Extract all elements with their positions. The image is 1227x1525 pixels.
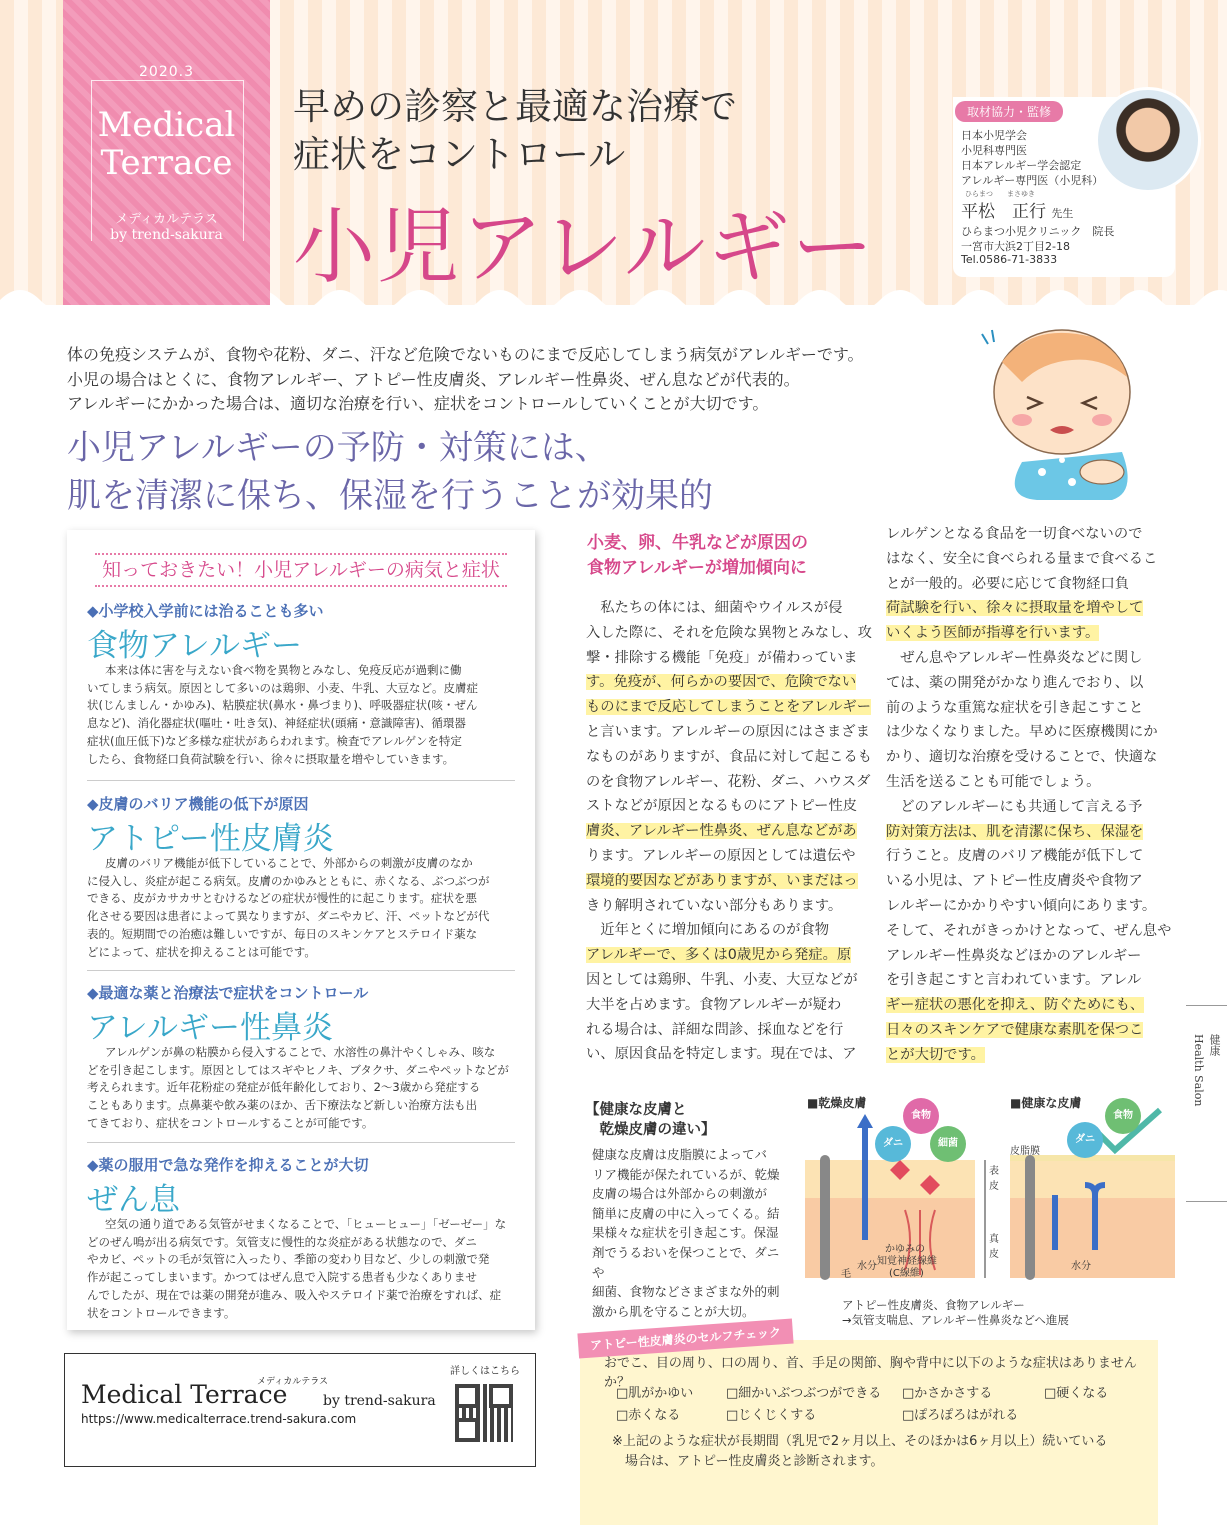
logo-by: by trend-sakura [110, 227, 223, 243]
label-dermis: 真皮 [989, 1234, 999, 1260]
doctor-name [961, 197, 1073, 222]
text-line: なものがありますが、食品に対して起こるも [586, 748, 872, 765]
body-line: 表的。短期間での治癒は難しいですが、毎日のスキンケアとステロイド薬な [87, 926, 478, 941]
text-line: 健康な皮膚は皮脂膜によってバ [592, 1147, 768, 1162]
intro-line: 体の免疫システムが、食物や花粉、ダニ、汗など危険でないものにまで反応してしまう病気がアレルギーです。 [67, 345, 864, 364]
body-line: てきており、症状をコントロールすることが可能です。 [87, 1115, 374, 1130]
side-tab-jp: 健康 [1208, 1034, 1221, 1056]
bubble-germ: 細菌 [930, 1126, 966, 1162]
text-line: 膚炎、アレルギー性鼻炎、ぜん息などがあ [586, 823, 857, 840]
text-line: レルギーにかかりやすい傾向にあります。 [886, 897, 1157, 914]
disease-box-title: 知っておきたい！小児アレルギーの病気と症状 [95, 553, 507, 587]
text-line: ストなどが原因となるものにアトピー性皮 [586, 798, 858, 815]
body-line: 化させる要因は患者によって異なりますが、ダニやカビ、汗、ペットなどが代 [87, 909, 490, 924]
doctor-name-text: 平松 正行 [961, 202, 1046, 222]
label-healthy-skin: ■健康な皮膚 [1010, 1096, 1082, 1110]
clinic-name: ひらまつ小児クリニック 院長 [961, 225, 1115, 238]
text-line: ては、薬の開発がかなり進んでおり、以 [886, 674, 1144, 691]
section-caption: ◆薬の服用で急な発作を抑えることが大切 [87, 1156, 369, 1174]
text-line: い、原因食品を特定します。現在では、ア [586, 1046, 857, 1063]
body-line: いてしまう病気。原因として多いのは鶏卵、小麦、牛乳、大豆など。皮膚症 [87, 680, 478, 695]
website-banner[interactable] [64, 1353, 536, 1467]
text-line: アレルギー性鼻炎などほかのアレルギー [886, 947, 1142, 964]
section-body [87, 1044, 515, 1133]
section-caption: ◆小学校入学前には治ることも多い [87, 602, 324, 620]
text-line: 近年とくに増加傾向にあるのが食物 [586, 922, 830, 939]
check-item: □じくじくする [726, 1408, 817, 1423]
article-column-1 [586, 596, 872, 1067]
issue-date: 2020.3 [139, 64, 194, 80]
text-line: 行うこと。皮膚のバリア機能が低下して [886, 848, 1144, 865]
headline-line2: 肌を清潔に保ち、保湿を行うことが効果的 [67, 476, 713, 516]
body-line: アレルゲンが鼻の粘膜から侵入することで、水溶性の鼻汁やくしゃみ、咳な [105, 1045, 496, 1059]
skin-heading-line2: 乾燥皮膚の違い】 [585, 1122, 716, 1138]
credential: 小児科専門医 [961, 144, 1027, 157]
text-line: 激から肌を守ることが大切。 [592, 1303, 755, 1319]
skin-description [592, 1145, 788, 1321]
body-line: どを引き起こします。原因としてはスギやヒノキ、ブタクサ、ダニやペットなどが [87, 1062, 509, 1077]
child-illustration [962, 322, 1162, 502]
body-line: やカビ、ペットの毛が気管に入ったり、季節の変わり目など、少しの刺激で発 [87, 1252, 490, 1267]
body-line: 空気の通り道である気管がせまくなることで、「ヒューヒュー」「ゼーゼー」な [105, 1217, 507, 1231]
text-line: かり、適切な治療を受けることで、快適な [886, 749, 1158, 766]
text-line: ものにまで反応してしまうことをアレルギー [586, 699, 872, 716]
text-line: 因としては鶏卵、牛乳、小麦、大豆などが [586, 971, 858, 988]
check-item: □かさかさする [902, 1386, 993, 1401]
body-line: したら、食物経口負荷試験を行い、徐々に摂取量を増やしていきます。 [87, 751, 455, 766]
skin-heading-line1: 【健康な皮膚と [585, 1102, 687, 1118]
label-hair: 毛 [841, 1269, 851, 1280]
text-line: 皮膚の場合は外部からの刺激が [592, 1186, 768, 1202]
body-line: 症状(血圧低下)など多様な症状があらわれます。検査でアレルゲンを特定 [87, 733, 462, 748]
credential: アレルギー専門医（小児科） [961, 174, 1104, 187]
text-line: 大半を占めます。食物アレルギーが疑わ [586, 996, 842, 1013]
text-line: 簡単に皮膚の中に入ってくる。結 [592, 1205, 780, 1221]
banner-kana: メディカルテラス [257, 1377, 329, 1387]
supervisor-badge: 取材協力・監修 [955, 101, 1063, 122]
credential: 日本小児学会 [961, 129, 1027, 142]
section-side-tab [1186, 1005, 1227, 1202]
text-line: 果様々な症状を引き起こす。保湿 [592, 1225, 779, 1241]
label-nerve-1: かゆみの [885, 1244, 925, 1255]
text-line: レルゲンとなる食品を一切食べないので [886, 526, 1143, 542]
section-body [87, 1216, 515, 1322]
body-line: 作が起こってしまいます。かつてはぜん息で入院する患者も少なくありませ [87, 1270, 477, 1285]
section-title-asthma: ぜん息 [87, 1182, 180, 1218]
check-note-2: 場合は、アトピー性皮膚炎と診断されます。 [612, 1454, 884, 1469]
text-line: とが大切です。 [886, 1046, 985, 1063]
text-line: 生活を送ることも可能でしょう。 [886, 773, 1101, 790]
text-line: どのアレルギーにも共通して言える予 [886, 798, 1143, 815]
bubble-mite-healthy: ダニ [1067, 1122, 1103, 1158]
intro-line: アレルギーにかかった場合は、適切な治療を行い、症状をコントロールしていくことが大切です。 [67, 394, 769, 413]
bubble-food-healthy: 食物 [1105, 1098, 1141, 1134]
text-line: リア機能が保たれているが、乾燥 [592, 1166, 780, 1182]
body-line: んでしたが、現在では薬の開発が進み、吸入やステロイド薬で治療をすれば、症 [87, 1287, 502, 1302]
divider [87, 1142, 515, 1143]
body-line: こともあります。点鼻薬や飲み薬のほか、舌下療法など新しい治療方法も出 [87, 1098, 478, 1113]
text-line: 入した際に、それを危険な異物とみなし、攻 [586, 624, 872, 641]
section-title-atopy: アトピー性皮膚炎 [87, 821, 334, 857]
check-item: □硬くなる [1044, 1386, 1109, 1401]
label-epidermis: 表皮 [989, 1166, 999, 1192]
label-dry-skin: ■乾燥皮膚 [807, 1096, 867, 1110]
text-line: はなく、安全に食べられる量まで食べるこ [886, 550, 1158, 567]
banner-by: by trend-sakura [323, 1393, 436, 1409]
label-water-healthy: 水分 [1071, 1261, 1091, 1272]
intro-line: 小児の場合はとくに、食物アレルギー、アトピー性皮膚炎、アレルギー性鼻炎、ぜん息などが代表的。 [67, 370, 800, 389]
text-line: いくよう医師が指導を行います。 [886, 625, 1100, 642]
qr-corner [455, 1418, 479, 1442]
body-line: どによって、症状を抑えることは可能です。 [87, 944, 316, 959]
logo-kana: メディカルテラス [115, 212, 218, 227]
text-line: 剤でうるおいを保つことで、ダニや [592, 1244, 780, 1280]
headline-line1: 小児アレルギーの予防・対策には、 [67, 428, 609, 468]
text-line: ギー症状の悪化を抑え、防ぐためにも、 [886, 997, 1145, 1014]
text-line: は少なくなりました。早めに医療機関にか [886, 724, 1158, 741]
logo-line1: Medical [97, 105, 236, 145]
body-line: 本来は体に害を与えない食べ物を異物とみなし、免疫反応が過剰に働 [105, 663, 462, 677]
text-line: す。免疫が、何らかの要因で、危険でない [586, 674, 857, 691]
article-column-2 [886, 522, 1171, 1068]
check-item: □赤くなる [616, 1408, 681, 1423]
text-line: を引き起こすと言われています。アレル [886, 972, 1142, 989]
text-line: と言います。アレルギーの原因にはさまざま [586, 723, 870, 740]
side-tab-en: Health Salon [1192, 1034, 1205, 1107]
banner-title: Medical Terrace [81, 1380, 288, 1409]
qr-corner [455, 1384, 479, 1408]
body-line: 状をコントロールできます。 [87, 1305, 236, 1320]
clinic-address: 一宮市大浜2丁目2-18 [961, 240, 1070, 253]
label-sebum: 皮脂膜 [1010, 1146, 1040, 1157]
self-check-tag: アトピー性皮膚炎のセルフチェック [577, 1319, 793, 1359]
text-line: 前のような重篤な症状を引き起こすこと [886, 699, 1144, 716]
subtitle-line2: 症状をコントロール [293, 133, 626, 176]
section-caption: ◆最適な薬と治療法で症状をコントロール [87, 984, 369, 1002]
banner-more: 詳しくはこちら [450, 1366, 520, 1377]
body-line: 皮膚のバリア機能が低下していることで、外部からの刺激が皮膚のなか [105, 856, 473, 870]
banner-url[interactable]: https://www.medicalterrace.trend-sakura.com [81, 1412, 357, 1426]
name-ruby: ひらまつ [965, 190, 993, 198]
qr-corner [489, 1384, 513, 1408]
qr-code-icon[interactable] [455, 1384, 513, 1442]
honorific: 先生 [1051, 207, 1074, 220]
text-line: 細菌、食物などさまざまな外的刺 [592, 1284, 780, 1300]
text-line: ぜん息やアレルギー性鼻炎などに関し [886, 649, 1143, 666]
check-item: □細かいぶつぶつができる [726, 1386, 882, 1401]
column-heading-line2: 食物アレルギーが増加傾向に [587, 558, 807, 578]
body-line: 考えられます。近年花粉症の発症が低年齢化しており、2〜3歳から発症する [87, 1080, 481, 1095]
progress-line2: →気管支喘息、アレルギー性鼻炎などへ進展 [842, 1313, 1069, 1327]
text-line: とが一般的。必要に応じて食物経口負 [886, 575, 1130, 592]
text-line: れる場合は、詳細な問診、採血などを行 [586, 1021, 844, 1038]
clinic-tel: Tel.0586-71-3833 [961, 253, 1058, 266]
text-line: 私たちの体には、細菌やウイルスが侵 [586, 600, 843, 616]
skin-diagram [805, 1096, 1175, 1310]
text-line: 日々のスキンケアで健康な素肌を保つこ [886, 1021, 1144, 1038]
self-check-question: おでこ、目の周り、口の周り、首、手足の関節、胸や背中に以下のような症状はありませんか？ [604, 1356, 1137, 1390]
page-title: 小児アレルギー [293, 200, 876, 295]
subtitle-line1: 早めの診察と最適な治療で [293, 85, 737, 128]
text-line: いる小児は、アトピー性皮膚炎や食物ア [886, 873, 1143, 890]
label-nerve-2: 知覚神経線維 [877, 1256, 937, 1267]
section-body [87, 855, 515, 961]
body-line: に侵入し、炎症が起こる病気。皮膚のかゆみとともに、赤くなる、ぶつぶつが [87, 873, 490, 888]
text-line: 撃・排除する機能「免疫」が備わっていま [586, 649, 858, 666]
section-title-food: 食物アレルギー [87, 628, 302, 664]
section-title-rhinitis: アレルギー性鼻炎 [87, 1010, 333, 1046]
body-line: できる、皮がカサカサとむけるなどの症状が慢性的に起こります。症状を悪 [87, 891, 477, 906]
label-nerve-3: (C線維) [889, 1268, 924, 1279]
body-line: どのぜん鳴が出る病気です。気管支に慢性的な炎症がある状態なので、ダニ [87, 1234, 477, 1249]
column-heading-line1: 小麦、卵、牛乳などが原因の [587, 533, 808, 553]
doctor-card [953, 97, 1175, 277]
text-line: そして、それがきっかけとなって、ぜん息や [886, 922, 1172, 939]
check-item: □肌がかゆい [616, 1386, 694, 1401]
progress-line1: アトピー性皮膚炎、食物アレルギー [842, 1298, 1025, 1312]
text-line: 環境的要因などがありますが、いまだはっ [586, 872, 858, 889]
label-water: 水分 [857, 1261, 877, 1272]
section-caption: ◆皮膚のバリア機能の低下が原因 [87, 795, 309, 813]
text-line: のを食物アレルギー、花粉、ダニ、ハウスダ [586, 773, 871, 790]
section-body [87, 662, 515, 768]
name-ruby: まさゆき [1007, 190, 1035, 198]
check-note-1: ※上記のような症状が長期間（乳児で2ヶ月以上、そのほかは6ヶ月以上）続いている [612, 1434, 1108, 1449]
text-line: アレルギーで、多くは0歳児から発症。原 [586, 947, 852, 964]
disease-box [67, 530, 535, 1330]
text-line: ります。アレルギーの原因としては遺伝や [586, 847, 856, 864]
bubble-mite: ダニ [875, 1126, 911, 1162]
body-line: 息など)、消化器症状(嘔吐・吐き気)、神経症状(頭痛・意識障害)、循環器 [87, 716, 466, 731]
credential: 日本アレルギー学会認定 [961, 159, 1082, 172]
divider [87, 970, 515, 971]
logo-ribbon [63, 0, 270, 305]
body-line: 状(じんましん・かゆみ)、粘膜症状(鼻水・鼻づまり)、呼吸器症状(咳・ぜん [87, 698, 478, 713]
doctor-photo [1095, 87, 1201, 193]
text-line: 防対策方法は、肌を清潔に保ち、保湿を [886, 823, 1144, 840]
check-item: □ぽろぽろはがれる [902, 1408, 1019, 1423]
logo-line2: Terrace [100, 143, 233, 183]
text-line: きり解明されていない部分もあります。 [586, 897, 843, 914]
divider [87, 780, 515, 781]
self-check-box [580, 1325, 1158, 1525]
text-line: 荷試験を行い、徐々に摂取量を増やして [886, 600, 1144, 617]
bubble-food: 食物 [903, 1098, 939, 1134]
